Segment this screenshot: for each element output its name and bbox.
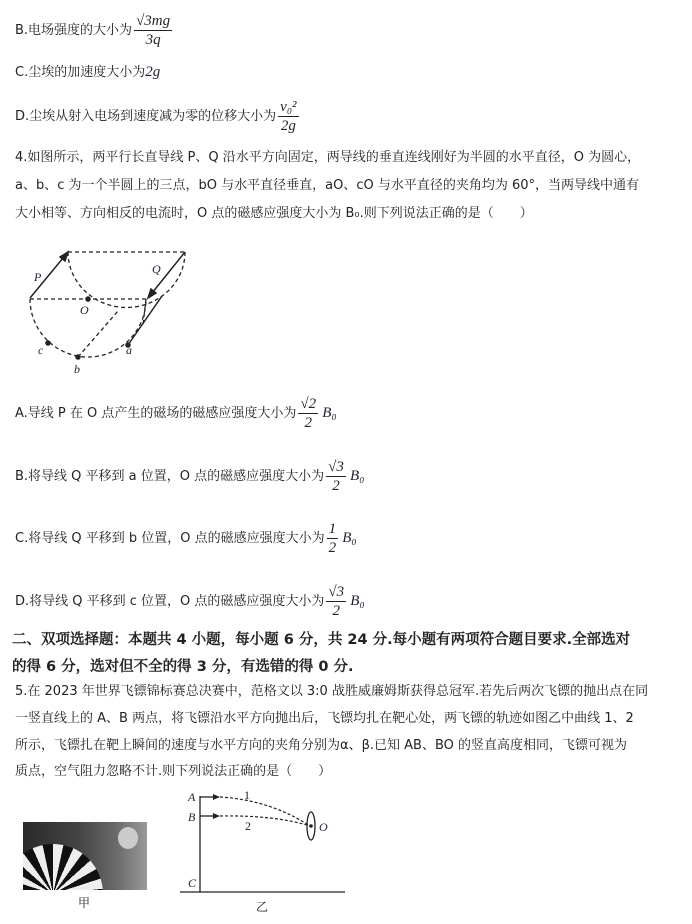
section-heading: 的得 6 分，选对但不全的得 3 分，有选错的得 0 分.: [12, 659, 354, 675]
option-text: A.导线 P 在 O 点产生的磁场的磁感应强度大小为: [15, 406, 297, 421]
option-text: B.电场强度的大小为: [15, 23, 133, 38]
option-value: 2g: [145, 64, 161, 80]
caption-yi: 乙: [256, 900, 269, 914]
q3-option-b: [15, 12, 172, 49]
curve-label-1: 1: [244, 788, 250, 802]
fraction: [134, 12, 172, 49]
fraction: [278, 98, 298, 135]
q5-stem-line: 所示，飞镖扎在靶上瞬间的速度与水平方向的夹角分别为α、β.已知 AB、BO 的竖直高度相同，飞镖可视为: [15, 738, 627, 753]
q5-stem-line: 一竖直线上的 A、B 两点，将飞镖沿水平方向抛出后，飞镖均扎在靶心处，两飞镖的轨迹如图乙中曲线 1、2: [15, 711, 634, 726]
denominator: 3q: [145, 32, 161, 48]
q4-option-b: [15, 458, 364, 495]
option-suffix: B₀: [322, 405, 337, 421]
label-b: B: [188, 810, 196, 824]
label-c: C: [188, 876, 197, 890]
q3-option-c: [15, 62, 160, 83]
numerator: 1: [328, 521, 337, 537]
q4-option-d: [15, 583, 365, 620]
denominator: 2: [332, 478, 340, 494]
label-p: P: [34, 270, 42, 284]
curve-label-2: 2: [245, 819, 251, 833]
fraction: [326, 583, 346, 620]
numerator: √3: [328, 459, 344, 475]
q4-stem-line: 大小相等、方向相反的电流时，O 点的磁感应强度大小为 B₀.则下列说法正确的是（ ）: [15, 206, 533, 221]
option-text: C.将导线 Q 平移到 b 位置，O 点的磁感应强度大小为: [15, 531, 325, 546]
option-suffix: B₀: [350, 468, 365, 484]
caption-jia: 甲: [78, 896, 91, 910]
label-b: b: [74, 362, 80, 376]
q4-stem-line: 4.如图所示，两平行长直导线 P、Q 沿水平方向固定，两导线的垂直连线刚好为半圆的水平直径，O 为圆心，: [15, 150, 641, 165]
fraction: [326, 458, 346, 495]
option-text: B.将导线 Q 平移到 a 位置，O 点的磁感应强度大小为: [15, 469, 325, 484]
q4-option-a: [15, 395, 337, 432]
numerator: √3mg: [136, 13, 171, 29]
option-text: C.尘埃的加速度大小为: [15, 65, 146, 80]
denominator: 2: [304, 415, 313, 431]
q5-stem-line: 5.在 2023 年世界飞镖锦标赛总决赛中，范格文以 3:0 战胜威廉姆斯获得总冠军.若先后两次飞镖的抛出点在同: [15, 684, 649, 699]
numerator: √3: [328, 584, 345, 600]
option-suffix: B₀: [350, 593, 365, 609]
fraction: [327, 520, 339, 557]
denominator: 2: [332, 603, 341, 619]
q4-option-c: [15, 520, 357, 557]
section-heading: 二、双项选择题：本题共 4 小题，每小题 6 分，共 24 分.每小题有两项符合题目要求.全部选对: [12, 632, 631, 648]
label-a: A: [188, 790, 196, 804]
numerator: √2: [300, 396, 317, 412]
label-o: O: [319, 820, 328, 834]
label-q: Q: [152, 262, 161, 276]
option-suffix: B₀: [342, 530, 357, 546]
q5-stem-line: 质点，空气阻力忽略不计.则下列说法正确的是（ ）: [15, 764, 332, 779]
numerator: v₀²: [280, 99, 297, 115]
denominator: 2g: [280, 118, 296, 134]
q4-wire-diagram: [0, 235, 220, 385]
dart-trajectory-diagram: [175, 785, 350, 910]
denominator: 2: [328, 540, 337, 556]
q4-stem-line: a、b、c 为一个半圆上的三点，bO 与水平直径垂直，aO、cO 与水平直径的夹角均为 60°，当两导线中通有: [15, 178, 640, 193]
dart-photo: [23, 822, 147, 890]
label-o: O: [80, 303, 89, 317]
label-a: a: [126, 343, 132, 357]
fraction: [298, 395, 318, 432]
q3-option-d: [15, 98, 299, 135]
option-text: D.将导线 Q 平移到 c 位置，O 点的磁感应强度大小为: [15, 594, 325, 609]
label-c: c: [38, 343, 44, 357]
option-text: D.尘埃从射入电场到速度减为零的位移大小为: [15, 109, 277, 124]
